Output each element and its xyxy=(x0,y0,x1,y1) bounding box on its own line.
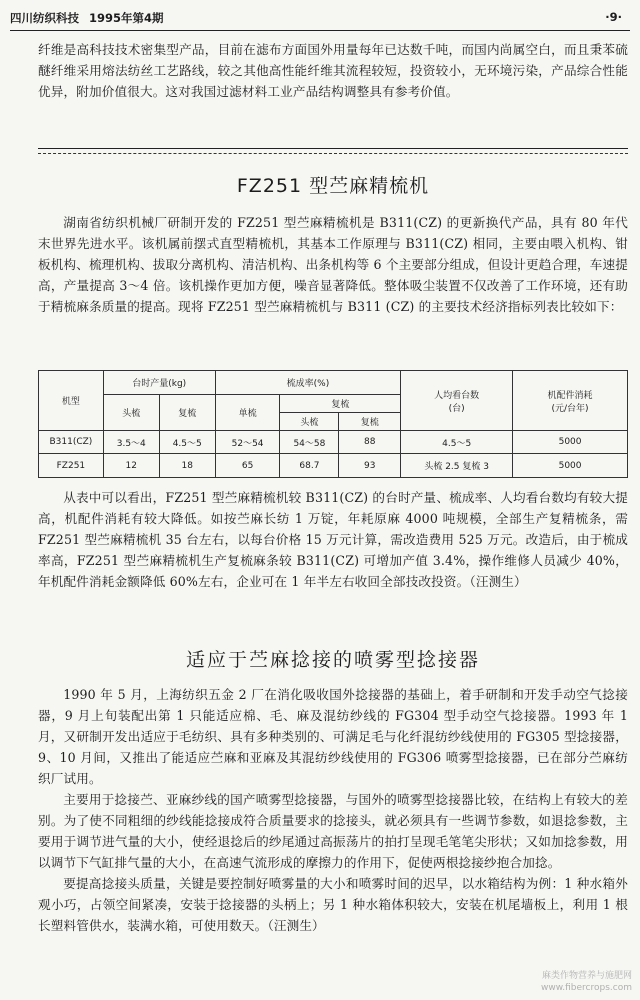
th-yield-re-re: 复梳 xyxy=(339,413,401,431)
article2-para2-text: 主要用于捻接苎、亚麻纱线的国产喷雾型捻接器，与国外的喷雾型捻接器比较，在结构上有较大的差别。为了使不同粗细的纱线能捻接成符合质量要求的捻接头，就必须具有一些调节参数，如退捻参数，主要用于调节进气量的大小，使经退捻后的纱尾通过高振荡片的拍打呈现毛笔笔尖形状；又如加捻参数，用以调节下气缸排气量的大小，在高速气流形成的摩擦力的作用下，促使两根捻接纱抱合加捻。 xyxy=(38,792,628,870)
cell-parts: 5000 xyxy=(513,454,628,478)
cell-yield-single: 52～54 xyxy=(215,431,280,454)
th-output-re: 复梳 xyxy=(159,395,215,431)
th-yield-re: 复梳 xyxy=(280,395,401,413)
cell-output-re: 18 xyxy=(159,454,215,478)
cell-yield-re: 88 xyxy=(339,431,401,454)
cell-yield-head: 54～58 xyxy=(280,431,339,454)
th-parts xyxy=(513,371,628,431)
cell-output-re: 4.5～5 xyxy=(159,431,215,454)
article2-para3-text: 要提高捻接头质量，关键是要控制好喷雾量的大小和喷雾时间的迟早，以水箱结构为例：1 种水箱外观小巧，占领空间紧凑，安装于捻接器的头柄上；另 1 种水箱体积较大，安装在机尾墙板上，利用 1 根长塑料管供水，装满水箱，可使用数天。（汪测生） xyxy=(38,876,628,933)
running-header xyxy=(10,6,630,31)
intro-paragraph xyxy=(38,39,628,102)
table-row xyxy=(39,454,628,478)
divider-solid-line xyxy=(38,148,628,149)
th-model: 机型 xyxy=(39,371,104,431)
cell-yield-head: 68.7 xyxy=(280,454,339,478)
cell-output-head: 12 xyxy=(103,454,159,478)
journal-issue: 四川纺织科技 1995年第4期 xyxy=(10,11,164,25)
table-row xyxy=(39,431,628,454)
th-per-worker-label: 人均看台数 xyxy=(434,390,480,401)
th-per-worker-unit: (台) xyxy=(448,403,465,414)
watermark-line2: www.fibercrops.com xyxy=(541,983,632,993)
article1-title: FZ251 型苎麻精梳机 xyxy=(236,175,430,197)
cell-per-worker: 4.5～5 xyxy=(401,431,513,454)
cell-output-head: 3.5～4 xyxy=(103,431,159,454)
cell-per-worker: 头梳 2.5 复梳 3 xyxy=(401,454,513,478)
cell-yield-re: 93 xyxy=(339,454,401,478)
th-parts-label: 机配件消耗 xyxy=(547,390,593,401)
th-output: 台时产量(kg) xyxy=(103,371,215,395)
divider-dashed-line xyxy=(38,153,628,154)
article1-para1 xyxy=(38,212,628,317)
article1-para2 xyxy=(38,487,628,592)
th-yield-re-head: 头梳 xyxy=(280,413,339,431)
cell-parts: 5000 xyxy=(513,431,628,454)
page-number: ·9· xyxy=(605,10,622,24)
spec-comparison-table xyxy=(38,370,628,478)
article1-para1-text: 湖南省纺织机械厂研制开发的 FZ251 型苎麻精梳机是 B311(CZ) 的更新换代产品，具有 80 年代末世界先进水平。该机属前摆式直型精梳机，其基本工作原理与 B311(CZ) 相同，主要由喂入机构、钳板机构、梳理机构、拔取分离机构、清洁机构、出条机构等 6 个主要部分组成，但设计更趋合理，车速提高，产量提高 3～4 倍。该机操作更加方便，噪音显著降低。整体吸尘装置不仅改善了工作环境，还有助于精梳麻条质量的提高。现将 FZ251 型苎麻精梳机与 B311 (CZ) 的主要技术经济指标列表比较如下： xyxy=(38,215,628,314)
th-parts-unit: (元/台年) xyxy=(551,403,589,414)
table-header-row xyxy=(39,371,628,395)
cell-yield-single: 65 xyxy=(215,454,280,478)
article1-para2-text: 从表中可以看出，FZ251 型苎麻精梳机较 B311(CZ) 的台时产量、梳成率、人均看台数均有较大提高，机配件消耗有较大降低。如按苎麻长纺 1 万锭，年耗原麻 4000 吨规模，全部生产复精梳条，需 FZ251 型苎麻精梳机 35 台左右，以每台价格 15 万元计算，需改造费用 525 万元。改造后，由于梳成率高，FZ251 型苎麻精梳机生产复梳麻条较 B311(CZ) 可增加产值 3.4%，操作维修人员减少 40%，年机配件消耗金额降低 60%左右，企业可在 1 年半左右收回全部技改投资。（汪测生） xyxy=(38,490,628,589)
article2-title: 适应于苎麻捻接的喷雾型捻接器 xyxy=(185,649,480,671)
section-divider xyxy=(38,148,628,157)
article2-para1-text: 1990 年 5 月，上海纺织五金 2 厂在消化吸收国外捻接器的基础上，着手研制和开发手动空气捻接器，9 月上旬装配出第 1 只能适应棉、毛、麻及混纺纱线的 FG304 型手动空气捻接器。1993 年 1 月，又研制开发出适应于毛纺织、具有多种类别的、可满足毛与化纤混纺纱线使用的 FG305 型捻接器，9、10 月间，又推出了能适应苎麻和亚麻及其混纺纱线使用的 FG306 喷雾型捻接器，已在部分苎麻纺织厂试用。 xyxy=(38,687,628,786)
th-output-head: 头梳 xyxy=(103,395,159,431)
article2-body xyxy=(38,684,628,936)
th-yield-single: 单梳 xyxy=(215,395,280,431)
intro-text: 纤维是高科技技术密集型产品，目前在滤布方面国外用量每年已达数千吨，而国内尚属空白，而且秉苯硫醚纤维采用熔法纺丝工艺路线，较之其他高性能纤维其流程较短，投资较小，无环境污染，产品综合性能优异，附加价值很大。这对我国过滤材料工业产品结构调整具有参考价值。 xyxy=(38,42,628,99)
watermark-line1: 麻类作物营养与施肥网 xyxy=(541,971,632,981)
cell-model: B311(CZ) xyxy=(39,431,104,454)
th-yield: 梳成率(%) xyxy=(215,371,401,395)
th-per-worker xyxy=(401,371,513,431)
site-watermark xyxy=(541,970,632,994)
cell-model: FZ251 xyxy=(39,454,104,478)
